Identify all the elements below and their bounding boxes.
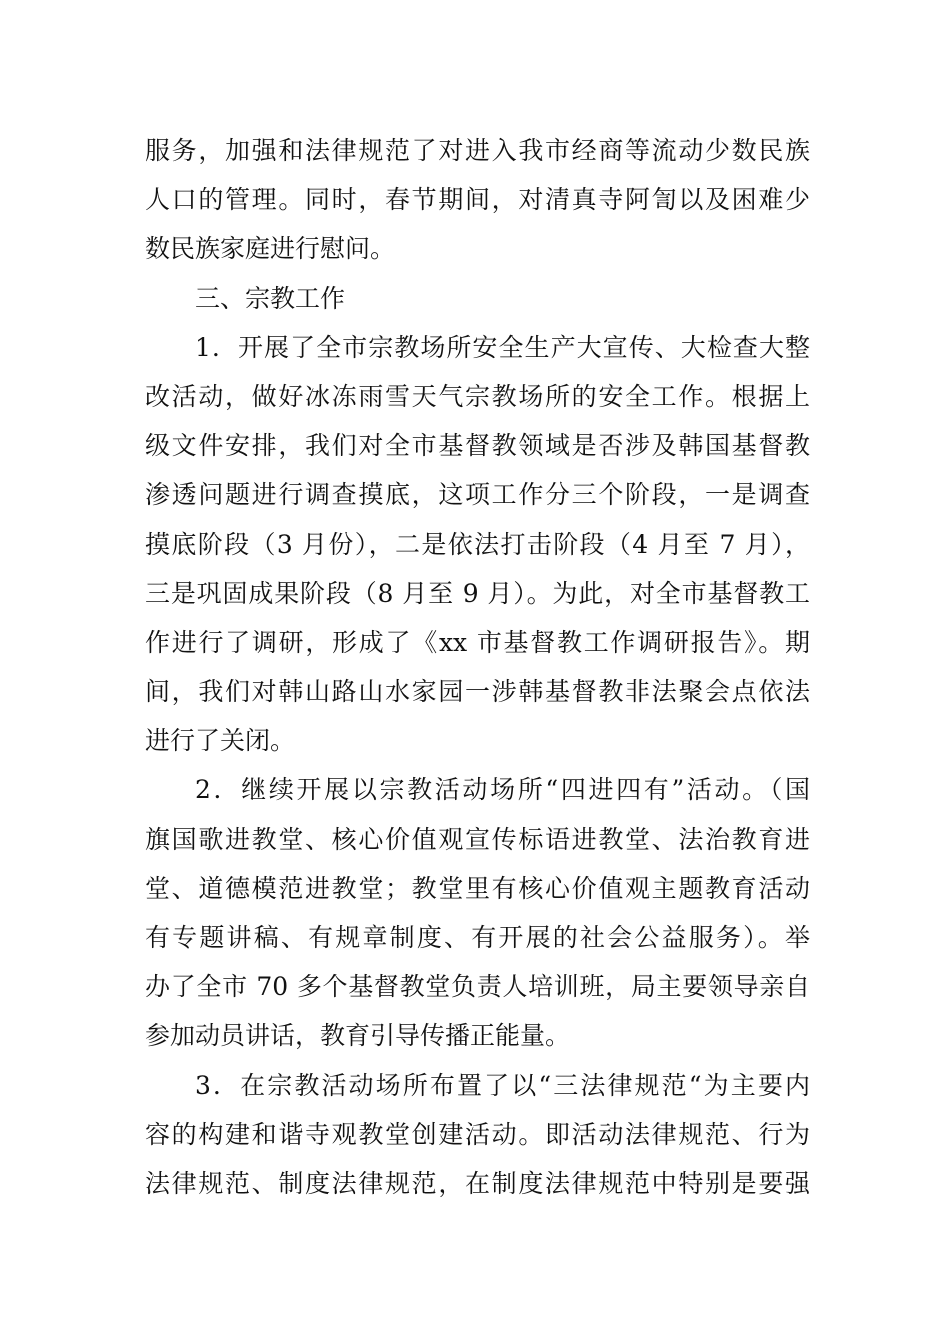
text-line: 办了全市 70 多个基督教堂负责人培训班，局主要领导亲自 [145, 972, 810, 1002]
text-line: 作进行了调研，形成了《xx 市基督教工作调研报告》。期 [145, 627, 810, 657]
text-line: 有专题讲稿、有规章制度、有开展的社会公益服务）。举 [145, 923, 810, 952]
text-line: 数民族家庭进行慰问。 [145, 234, 396, 264]
text-line: 三是巩固成果阶段（8 月至 9 月）。为此，对全市基督教工 [145, 578, 810, 608]
text-line: 法律规范、制度法律规范，在制度法律规范中特别是要强 [145, 1168, 810, 1198]
text-line: 参加动员讲话，教育引导传播正能量。 [145, 1021, 571, 1051]
text-line: 堂、道德模范进教堂；教堂里有核心价值观主题教育活动 [145, 873, 810, 903]
text-line: 容的构建和谐寺观教堂创建活动。即活动法律规范、行为 [145, 1119, 810, 1149]
text-line: 摸底阶段（3 月份），二是依法打击阶段（4 月至 7 月）， [145, 529, 810, 559]
text-line: 3．在宗教活动场所布置了以“三法律规范“为主要内 [195, 1070, 810, 1100]
text-line: 1．开展了全市宗教场所安全生产大宣传、大检查大整 [195, 332, 810, 362]
text-line: 进行了关闭。 [145, 726, 296, 756]
text-line: 渗透问题进行调查摸底，这项工作分三个阶段，一是调查 [145, 480, 810, 510]
text-line: 人口的管理。同时，春节期间，对清真寺阿訇以及困难少 [145, 185, 810, 215]
section-heading: 三、宗教工作 [195, 283, 346, 313]
document-body [145, 126, 810, 1208]
text-line: 级文件安排，我们对全市基督教领域是否涉及韩国基督教 [145, 431, 810, 461]
text-line: 旗国歌进教堂、核心价值观宣传标语进教堂、法治教育进 [145, 824, 810, 854]
text-line: 服务，加强和法律规范了对进入我市经商等流动少数民族 [145, 136, 810, 165]
text-line: 2．继续开展以宗教活动场所“四进四有”活动。（国 [195, 775, 810, 805]
text-line: 间，我们对韩山路山水家园一涉韩基督教非法聚会点依法 [145, 677, 810, 707]
text-line: 改活动，做好冰冻雨雪天气宗教场所的安全工作。根据上 [145, 381, 810, 411]
